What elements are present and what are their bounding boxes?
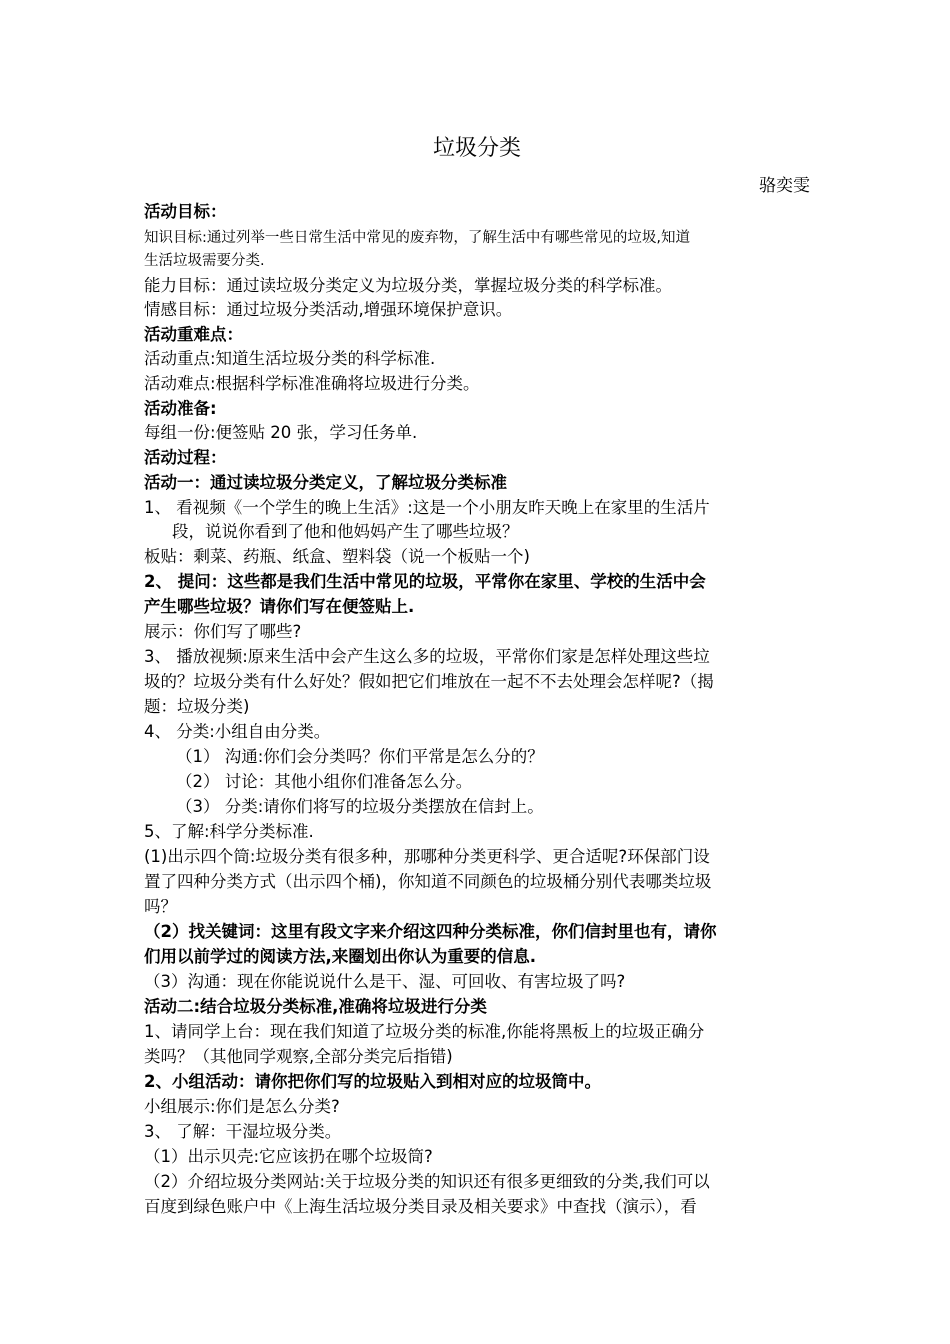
bold-text-line: 2、 提问：这些都是我们生活中常见的垃圾，平常你在家里、学校的生活中会 bbox=[144, 572, 706, 591]
text-line: 1、 看视频《一个学生的晚上生活》:这是一个小朋友昨天晚上在家里的生活片 bbox=[144, 498, 710, 517]
text-line: 1、请同学上台：现在我们知道了垃圾分类的标准,你能将黑板上的垃圾正确分 bbox=[144, 1022, 705, 1041]
text-line: 3、 了解：干湿垃圾分类。 bbox=[144, 1122, 342, 1141]
text-line: 5、了解:科学分类标准. bbox=[144, 822, 314, 841]
text-line: 吗？ bbox=[144, 897, 177, 916]
text-line: 段，说说你看到了他和他妈妈产生了哪些垃圾？ bbox=[172, 522, 519, 541]
bold-text-line: 们用以前学过的阅读方法,来圈划出你认为重要的信息. bbox=[144, 947, 537, 966]
author-name: 骆奕雯 bbox=[759, 176, 810, 196]
text-line: 3、 播放视频:原来生活中会产生这么多的垃圾，平常你们家是怎样处理这些垃 bbox=[144, 647, 710, 666]
section-heading: 活动过程： bbox=[144, 448, 227, 467]
bold-text-line: 2、小组活动：请你把你们写的垃圾贴入到相对应的垃圾筒中。 bbox=[144, 1072, 601, 1091]
section-heading: 活动目标： bbox=[144, 202, 227, 221]
activity-heading: 活动一：通过读垃圾分类定义，了解垃圾分类标准 bbox=[144, 473, 507, 492]
text-line: 百度到绿色账户中《上海生活垃圾分类目录及相关要求》中查找（演示），看 bbox=[144, 1197, 697, 1216]
text-line: 置了四种分类方式（出示四个桶)，你知道不同颜色的垃圾桶分别代表哪类垃圾 bbox=[144, 872, 712, 891]
text-line: 题：垃圾分类) bbox=[144, 697, 250, 716]
text-line: （3）沟通：现在你能说说什么是干、湿、可回收、有害垃圾了吗? bbox=[144, 972, 626, 991]
text-line: 每组一份:便签贴 20 张，学习任务单. bbox=[144, 423, 418, 442]
text-line: （1）出示贝壳:它应该扔在哪个垃圾筒? bbox=[144, 1147, 433, 1166]
text-line: 圾的？垃圾分类有什么好处？假如把它们堆放在一起不不去处理会怎样呢?（揭 bbox=[144, 672, 714, 691]
activity-heading: 活动二:结合垃圾分类标准,准确将垃圾进行分类 bbox=[144, 997, 487, 1016]
text-line: 生活垃圾需要分类. bbox=[144, 253, 265, 269]
text-line: （2）介绍垃圾分类网站:关于垃圾分类的知识还有很多更细致的分类,我们可以 bbox=[144, 1172, 710, 1191]
text-line: 活动难点:根据科学标准准确将垃圾进行分类。 bbox=[144, 374, 480, 393]
text-line: 情感目标：通过垃圾分类活动,增强环境保护意识。 bbox=[144, 300, 513, 319]
bold-text-line: （2）找关键词：这里有段文字来介绍这四种分类标准，你们信封里也有，请你 bbox=[144, 922, 717, 941]
bold-text-line: 产生哪些垃圾？请你们写在便签贴上. bbox=[144, 597, 415, 616]
list-item: （3） 分类:请你们将写的垃圾分类摆放在信封上。 bbox=[176, 797, 544, 816]
section-heading: 活动重难点： bbox=[144, 325, 243, 344]
text-line: 类吗？（其他同学观察,全部分类完后指错) bbox=[144, 1047, 453, 1066]
section-heading: 活动准备: bbox=[144, 399, 217, 418]
text-line: 板贴：剩菜、药瓶、纸盒、塑料袋（说一个板贴一个) bbox=[144, 547, 530, 566]
text-line: 4、 分类:小组自由分类。 bbox=[144, 722, 331, 741]
text-line: 知识目标:通过列举一些日常生活中常见的废弃物，了解生活中有哪些常见的垃圾,知道 bbox=[144, 230, 690, 246]
text-line: 小组展示:你们是怎么分类? bbox=[144, 1097, 340, 1116]
document-title: 垃圾分类 bbox=[432, 136, 521, 161]
list-item: （1） 沟通:你们会分类吗？你们平常是怎么分的？ bbox=[176, 747, 544, 766]
list-item: （2） 讨论：其他小组你们准备怎么分。 bbox=[176, 772, 473, 791]
text-line: (1)出示四个筒:垃圾分类有很多种，那哪种分类更科学、更合适呢?环保部门设 bbox=[144, 847, 710, 866]
text-line: 活动重点:知道生活垃圾分类的科学标准. bbox=[144, 349, 436, 368]
text-line: 能力目标：通过读垃圾分类定义为垃圾分类，掌握垃圾分类的科学标准。 bbox=[144, 276, 672, 295]
text-line: 展示：你们写了哪些? bbox=[144, 622, 302, 641]
